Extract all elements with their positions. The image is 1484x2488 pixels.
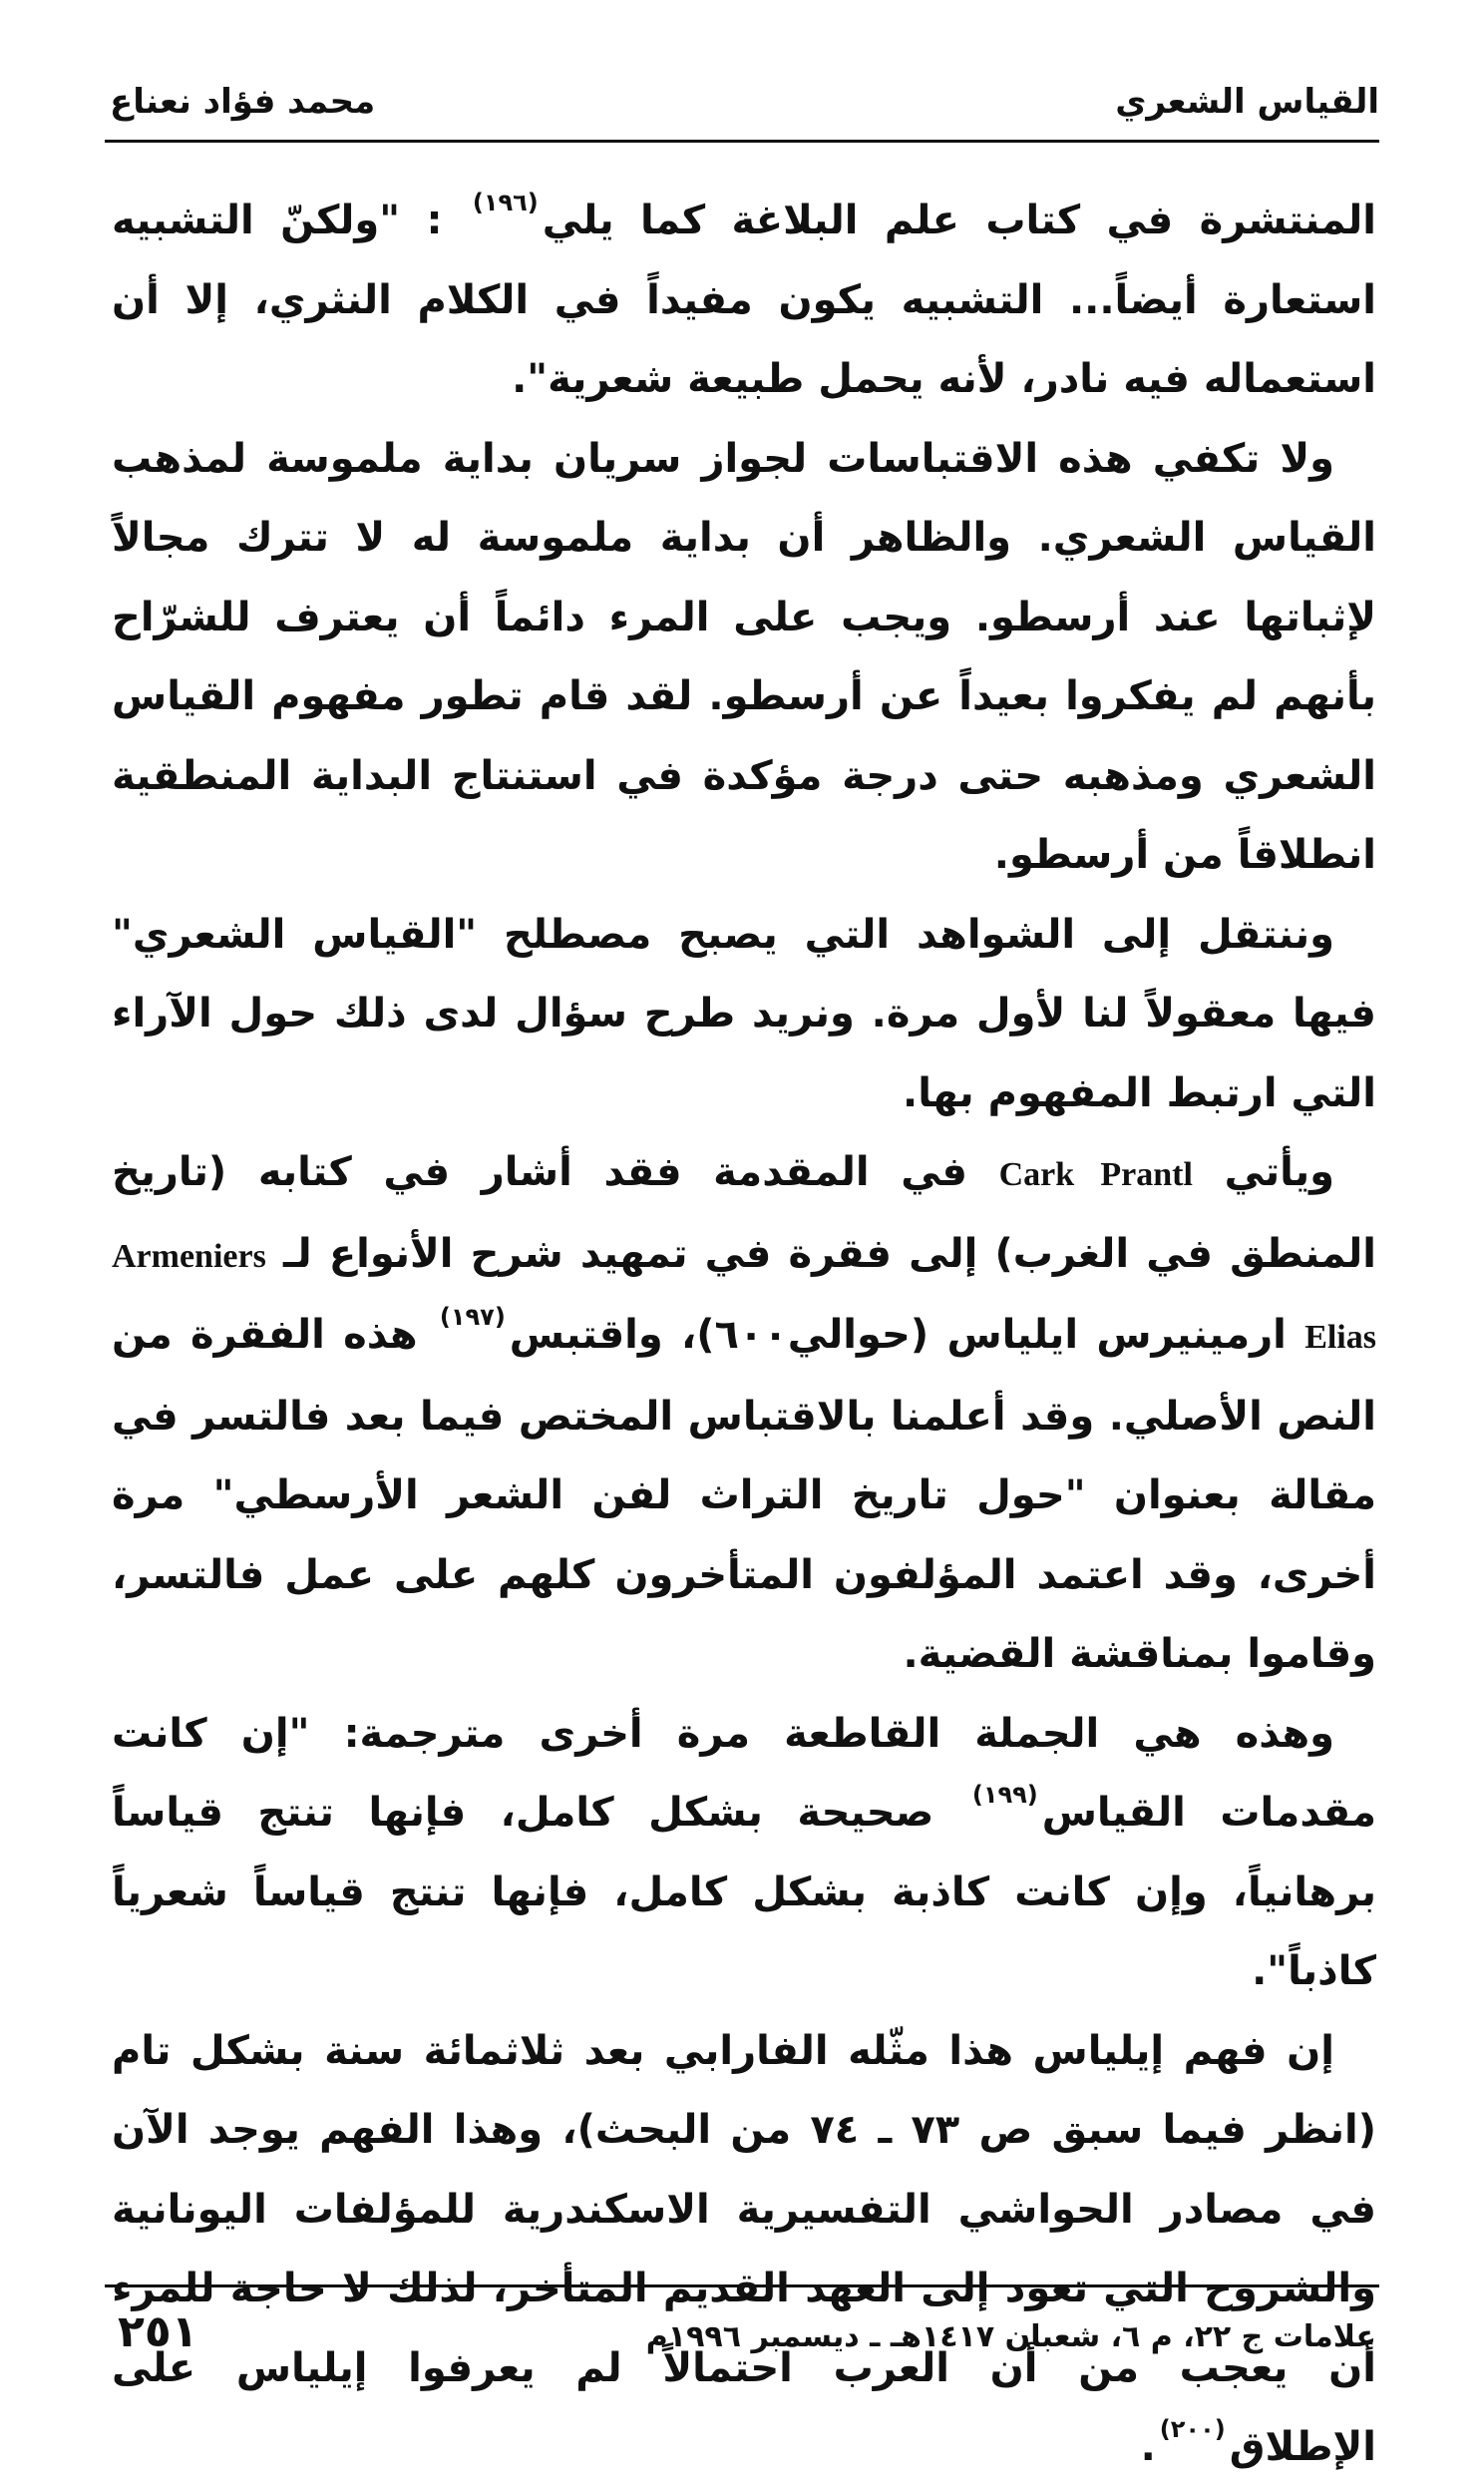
footnote-ref-200: (٢٠٠)	[1159, 2415, 1226, 2444]
paragraph-text: وهذه هي الجملة القاطعة مرة أخرى مترجمة: "إن كانت مقدمات القياس	[112, 1710, 1376, 1836]
paragraph-text: إن فهم إيلياس هذا مثّله الفارابي بعد ثلاثمائة سنة بشكل تام (انظر فيما سبق ص ٧٣ ـ ٧٤ من البحث)، وهذا الفهم يوجد الآن في مصادر الحواشي التفسيرية الاسكندرية للمؤلفات اليونانية والشروح التي تعود إلى العهد القديم المتأخر، لذلك لا حاجة للمرء أن يعجب من أن العرب احتمالاً لم يعرفوا إيلياس على الإطلاق	[112, 2027, 1376, 2470]
paragraph-3	[112, 896, 1376, 1134]
latin-name-prantl: Cark Prantl	[998, 1156, 1193, 1193]
footnote-ref-197: (١٩٧)	[439, 1303, 506, 1332]
paragraph-text: المنتشرة في كتاب علم البلاغة كما يلي	[542, 198, 1376, 243]
author-name: محمد فؤاد نعناع	[110, 82, 376, 122]
paragraph-2	[112, 420, 1376, 896]
page-number: ٢٥١	[118, 2306, 198, 2357]
paragraph-text: وننتقل إلى الشواهد التي يصبح مصطلح "القياس الشعري" فيها معقولاً لنا لأول مرة. ونريد طرح سؤال لدى ذلك حول الآراء التي ارتبط المفهوم بها.	[112, 911, 1376, 1116]
paragraph-text: في المقدمة فقد أشار في كتابه (تاريخ المنطق في الغرب) إلى فقرة في تمهيد شرح الأنواع لـ	[112, 1149, 1376, 1277]
section-title: القياس الشعري	[1115, 82, 1379, 122]
footer-divider	[105, 2284, 1379, 2287]
paragraph-text: صحيحة بشكل كامل، فإنها تنتج قياساً برهانياً، وإن كانت كاذبة بشكل كامل، فإنها تنتج قياساً شعرياً كاذباً".	[112, 1790, 1376, 1994]
running-head	[110, 70, 1379, 140]
paragraph-6	[112, 2012, 1376, 2488]
paragraph-end: .	[1140, 2424, 1156, 2470]
paragraph-text: ارمينيرس ايلياس (حوالي٦٠٠)، واقتبس	[509, 1312, 1287, 1358]
paragraph-text: ولا تكفي هذه الاقتباسات لجواز سريان بداية ملموسة لمذهب القياس الشعري. والظاهر أن بداية ملموسة له لا تترك مجالاً لإثباتها عند أرسطو. ويجب على المرء دائماً أن يعترف للشرّاح بأنهم لم يفكروا بعيداً عن أرسطو. لقد قام تطور مفهوم القياس الشعري ومذهبه حتى درجة مؤكدة في استنتاج البداية المنطقية انطلاقاً من أرسطو.	[112, 435, 1376, 878]
paragraph-5	[112, 1695, 1376, 2012]
header-divider	[105, 140, 1379, 143]
paragraph-1	[112, 182, 1376, 420]
paragraph-4	[112, 1133, 1376, 1695]
paragraph-text: ويأتي	[1224, 1149, 1334, 1195]
journal-citation: علامات ج ٢٢، م ٦، شعبان ١٤١٧هـ ـ ديسمبر ١٩٩٦م	[645, 2319, 1376, 2354]
paragraph-text: هذه الفقرة من النص الأصلي. وقد أعلمنا بالاقتباس المختص فيما بعد فالتسر في مقالة بعنوان "حول تاريخ التراث لفن الشعر الأرسطي" مرة أخرى، وقد اعتمد المؤلفون المتأخرون كلهم على عمل فالتسر، وقاموا بمناقشة القضية.	[112, 1312, 1376, 1677]
paragraph-text: : "ولكنّ التشبيه استعارة أيضاً... التشبيه يكون مفيداً في الكلام النثري، إلا أن استعماله فيه نادر، لأنه يحمل طبيعة شعرية".	[112, 198, 1376, 402]
footnote-ref-196: (١٩٦)	[472, 189, 539, 217]
latin-name-elias: Armeniers Elias	[112, 1237, 1376, 1356]
footnote-ref-199: (١٩٩)	[971, 1781, 1038, 1810]
